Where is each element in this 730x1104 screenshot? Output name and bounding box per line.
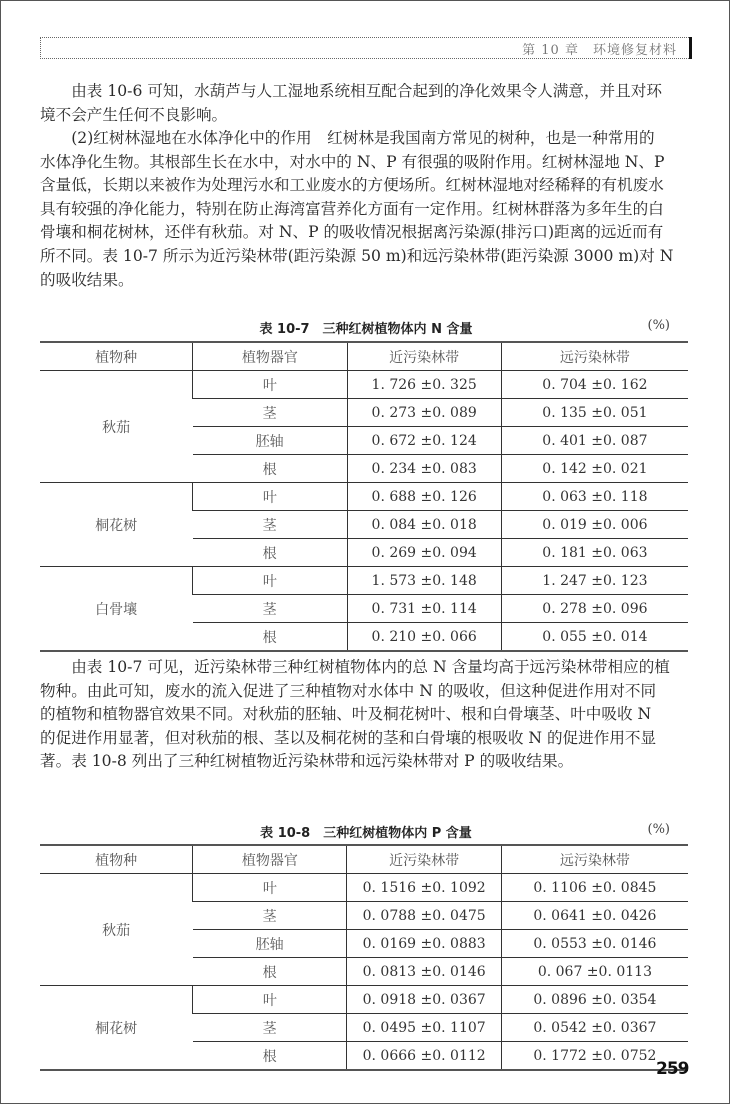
header-near: 近污染林带 bbox=[347, 342, 501, 371]
header-near: 近污染林带 bbox=[347, 845, 501, 874]
text-line: 由表 10-6 可知，水葫芦与人工湿地系统相互配合起到的净化效果令人满意，并且对环 bbox=[71, 82, 662, 100]
near-value: 1. 573 ±0. 148 bbox=[347, 567, 501, 595]
near-value: 0. 269 ±0. 094 bbox=[347, 539, 501, 567]
organ-cell: 茎 bbox=[193, 511, 347, 539]
near-value: 0. 1516 ±0. 1092 bbox=[347, 874, 501, 902]
near-value: 0. 731 ±0. 114 bbox=[347, 595, 501, 623]
near-value: 0. 0918 ±0. 0367 bbox=[347, 986, 501, 1014]
far-value: 0. 067 ±0. 0113 bbox=[501, 958, 688, 986]
text-line: 具有较强的净化能力，特别在防止海湾富营养化方面有一定作用。红树林群落为多年生的白 bbox=[40, 199, 664, 218]
far-value: 0. 704 ±0. 162 bbox=[501, 371, 688, 399]
text-line: 由表 10-7 可见，近污染林带三种红树植物体内的总 N 含量均高于远污染林带相应的植 bbox=[71, 658, 670, 676]
organ-cell: 胚轴 bbox=[193, 427, 347, 455]
text-line: 的促进作用显著，但对秋茄的根、茎以及桐花树的茎和白骨壤的根吸收 N 的促进作用不显 bbox=[40, 728, 657, 747]
organ-cell: 根 bbox=[193, 958, 347, 986]
text-line: 含量低，长期以来被作为处理污水和工业废水的方便场所。红树林湿地对经稀释的有机废水 bbox=[40, 176, 664, 195]
text-line: 水体净化生物。其根部生长在水中，对水中的 N、P 有很强的吸附作用。红树林湿地 N、P bbox=[40, 152, 665, 171]
running-header bbox=[40, 37, 691, 59]
far-value: 0. 019 ±0. 006 bbox=[501, 511, 688, 539]
far-value: 0. 401 ±0. 087 bbox=[501, 427, 688, 455]
far-value: 0. 181 ±0. 063 bbox=[501, 539, 688, 567]
far-value: 0. 135 ±0. 051 bbox=[501, 399, 688, 427]
text-line: 的植物和植物器官效果不同。对秋茄的胚轴、叶及桐花树叶、根和白骨壤茎、叶中吸收 N bbox=[40, 705, 652, 724]
organ-cell: 根 bbox=[193, 1042, 347, 1071]
far-value: 0. 0641 ±0. 0426 bbox=[501, 902, 688, 930]
organ-cell: 胚轴 bbox=[193, 930, 347, 958]
paragraph-1 bbox=[40, 80, 694, 127]
organ-cell: 茎 bbox=[193, 399, 347, 427]
near-value: 0. 0788 ±0. 0475 bbox=[347, 902, 501, 930]
far-value: 0. 1772 ±0. 0752 bbox=[501, 1042, 688, 1071]
far-value: 0. 063 ±0. 118 bbox=[501, 483, 688, 511]
near-value: 0. 672 ±0. 124 bbox=[347, 427, 501, 455]
table-10-8 bbox=[40, 844, 688, 1071]
table-row bbox=[40, 986, 688, 1014]
table-10-8-unit: (%) bbox=[647, 822, 670, 837]
near-value: 0. 0666 ±0. 0112 bbox=[347, 1042, 501, 1071]
page-number: 259 bbox=[656, 1059, 689, 1079]
near-value: 0. 688 ±0. 126 bbox=[347, 483, 501, 511]
near-value: 0. 084 ±0. 018 bbox=[347, 511, 501, 539]
table-header-row bbox=[40, 342, 688, 371]
species-cell: 秋茄 bbox=[40, 874, 193, 986]
text-line: 著。表 10-8 列出了三种红树植物近污染林带和远污染林带对 P 的吸收结果。 bbox=[40, 752, 574, 771]
organ-cell: 叶 bbox=[193, 986, 347, 1014]
far-value: 0. 0896 ±0. 0354 bbox=[501, 986, 688, 1014]
species-cell: 桐花树 bbox=[40, 986, 193, 1071]
text-line: 境不会产生任何不良影响。 bbox=[40, 105, 228, 124]
paragraph-2 bbox=[40, 127, 694, 292]
table-row bbox=[40, 567, 688, 595]
far-value: 0. 278 ±0. 096 bbox=[501, 595, 688, 623]
far-value: 0. 0542 ±0. 0367 bbox=[501, 1014, 688, 1042]
text-line: 物种。由此可知，废水的流入促进了三种植物对水体中 N 的吸收，但这种促进作用对不同 bbox=[40, 681, 657, 700]
near-value: 1. 726 ±0. 325 bbox=[347, 371, 501, 399]
near-value: 0. 0813 ±0. 0146 bbox=[347, 958, 501, 986]
table-header-row bbox=[40, 845, 688, 874]
running-header-text bbox=[522, 39, 677, 58]
text-line: 骨壤和桐花树林，还伴有秋茄。对 N、P 的吸收情况根据离污染源(排污口)距离的远近而有 bbox=[40, 223, 664, 242]
near-value: 0. 210 ±0. 066 bbox=[347, 623, 501, 652]
header-organ: 植物器官 bbox=[193, 845, 347, 874]
species-cell: 白骨壤 bbox=[40, 567, 193, 652]
species-cell: 秋茄 bbox=[40, 371, 193, 483]
text-line: 所不同。表 10-7 所示为近污染林带(距污染源 50 m)和远污染林带(距污染源 3000 m)对 N bbox=[40, 246, 674, 265]
organ-cell: 茎 bbox=[193, 595, 347, 623]
organ-cell: 根 bbox=[193, 623, 347, 652]
text-line: 的吸收结果。 bbox=[40, 270, 134, 289]
organ-cell: 叶 bbox=[193, 874, 347, 902]
organ-cell: 根 bbox=[193, 455, 347, 483]
far-value: 0. 1106 ±0. 0845 bbox=[501, 874, 688, 902]
table-10-7-title: 表 10-7 三种红树植物体内 N 含量 bbox=[259, 322, 473, 337]
table-10-8-title: 表 10-8 三种红树植物体内 P 含量 bbox=[260, 826, 472, 841]
header-organ: 植物器官 bbox=[193, 342, 347, 371]
near-value: 0. 0495 ±0. 1107 bbox=[347, 1014, 501, 1042]
far-value: 0. 0553 ±0. 0146 bbox=[501, 930, 688, 958]
near-value: 0. 273 ±0. 089 bbox=[347, 399, 501, 427]
organ-cell: 叶 bbox=[193, 371, 347, 399]
organ-cell: 根 bbox=[193, 539, 347, 567]
chapter-title: 环境修复材料 bbox=[592, 43, 677, 58]
organ-cell: 茎 bbox=[193, 1014, 347, 1042]
header-species: 植物种 bbox=[40, 845, 193, 874]
table-row bbox=[40, 874, 688, 902]
organ-cell: 叶 bbox=[193, 567, 347, 595]
far-value: 0. 142 ±0. 021 bbox=[501, 455, 688, 483]
header-far: 远污染林带 bbox=[501, 845, 688, 874]
near-value: 0. 234 ±0. 083 bbox=[347, 455, 501, 483]
chapter-number: 第 10 章 bbox=[522, 43, 579, 58]
far-value: 1. 247 ±0. 123 bbox=[501, 567, 688, 595]
organ-cell: 叶 bbox=[193, 483, 347, 511]
paragraph-3 bbox=[40, 656, 694, 774]
header-species: 植物种 bbox=[40, 342, 193, 371]
table-row bbox=[40, 483, 688, 511]
header-far: 远污染林带 bbox=[501, 342, 688, 371]
species-cell: 桐花树 bbox=[40, 483, 193, 567]
far-value: 0. 055 ±0. 014 bbox=[501, 623, 688, 652]
header-bar-marker bbox=[689, 37, 692, 59]
table-10-7-unit: (%) bbox=[647, 318, 670, 333]
near-value: 0. 0169 ±0. 0883 bbox=[347, 930, 501, 958]
organ-cell: 茎 bbox=[193, 902, 347, 930]
text-line: (2)红树林湿地在水体净化中的作用 红树林是我国南方常见的树种，也是一种常用的 bbox=[71, 129, 655, 147]
table-10-7 bbox=[40, 341, 688, 652]
table-row bbox=[40, 371, 688, 399]
